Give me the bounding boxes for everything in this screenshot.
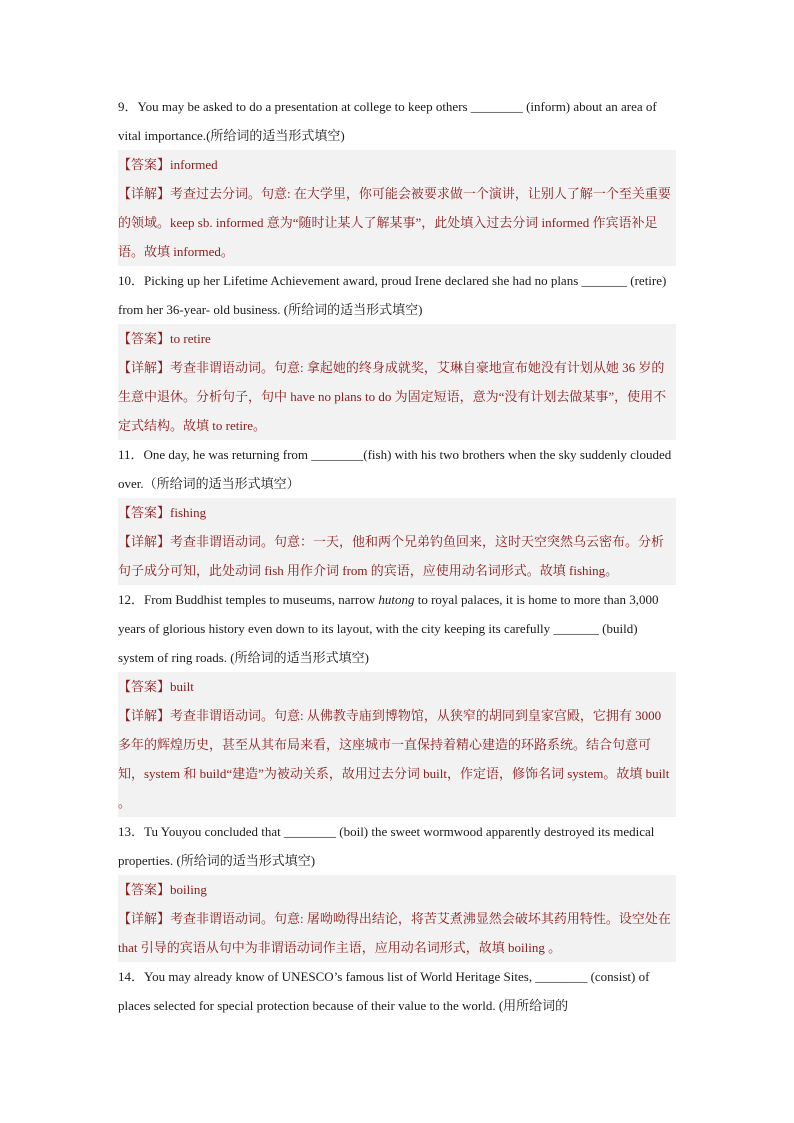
detail-tag: 【详解】 [118, 360, 171, 375]
question-9: 9．You may be asked to do a presentation at college to keep others ________ (inform) about an area of vital importance.(所给词的适当形式填空) [118, 99, 657, 143]
question-text: 12．From Buddhist temples to museums, narrow [118, 592, 379, 607]
answer-9 [118, 150, 676, 179]
question-10: 10．Picking up her Lifetime Achievement award, proud Irene declared she had no plans _______ (retire) from her 36-year- old business. (所给词的适当形式填空) [118, 273, 667, 317]
detail-tag: 【详解】 [118, 186, 171, 201]
detail-text: 考查非谓语动词。句意：一天，他和两个兄弟钓鱼回来，这时天空突然乌云密布。分析句子成分可知，此处动词 fish 用作介词 from 的宾语，应使用动名词形式。故填 fishing。 [118, 534, 665, 578]
detail-13 [118, 904, 676, 962]
question-emphasis: hutong [378, 592, 415, 607]
answer-block-11 [118, 498, 676, 585]
detail-text: 考查过去分词。句意: 在大学里，你可能会被要求做一个演讲，让别人了解一个至关重要的领域。keep sb. informed 意为“随时让某人了解某事”，此处填入过去分词 informed 作宾语补足语。故填 informed。 [118, 186, 671, 259]
answer-tag: 【答案】 [118, 505, 171, 520]
answer-block-10 [118, 324, 676, 440]
answer-block-9 [118, 150, 676, 266]
answer-text: boiling [170, 882, 207, 897]
detail-tag: 【详解】 [118, 911, 171, 926]
answer-tag: 【答案】 [118, 882, 171, 897]
answer-block-13 [118, 875, 676, 962]
document-page [118, 92, 676, 1020]
detail-tag: 【详解】 [118, 708, 171, 723]
detail-text: 考查非谓语动词。句意: 拿起她的终身成就奖，艾琳自豪地宣布她没有计划从她 36 岁的生意中退休。分析句子，句中 have no plans to do 为固定短语，意为“没有计划去做某事”，使用不定式结构。故填 to retire。 [118, 360, 667, 433]
detail-tag: 【详解】 [118, 534, 171, 549]
question-12 [118, 585, 676, 672]
detail-12 [118, 701, 676, 817]
answer-text: informed [170, 157, 218, 172]
detail-10 [118, 353, 676, 440]
answer-12 [118, 672, 676, 701]
question-13: 13．Tu Youyou concluded that ________ (boil) the sweet wormwood apparently destroyed its medical properties. (所给词的适当形式填空) [118, 824, 655, 868]
detail-text: 考查非谓语动词。句意: 从佛教寺庙到博物馆，从狭窄的胡同到皇家宫殿，它拥有 3000 多年的辉煌历史，甚至从其布局来看，这座城市一直保持着精心建造的环路系统。结合句意可知，system 和 build“建造”为被动关系，故用过去分词 built，作定语，修饰名词 system。故填 built 。 [118, 708, 670, 810]
answer-tag: 【答案】 [118, 331, 171, 346]
question-text: to royal palaces, it is home to more than 3,000 years of glorious history even down to its layout, with the city keeping its carefully _______ (build) system of ring roads. (所给词的适当形式填空) [118, 592, 659, 665]
answer-tag: 【答案】 [118, 157, 171, 172]
answer-text: built [170, 679, 194, 694]
answer-13 [118, 875, 676, 904]
answer-block-12 [118, 672, 676, 817]
answer-10 [118, 324, 676, 353]
answer-text: fishing [170, 505, 207, 520]
answer-tag: 【答案】 [118, 679, 171, 694]
detail-9 [118, 179, 676, 266]
answer-11 [118, 498, 676, 527]
question-14: 14．You may already know of UNESCO’s famous list of World Heritage Sites, ________ (consist) of places selected for special protection because of their value to the world. (用所给词的 [118, 969, 650, 1013]
detail-11 [118, 527, 676, 585]
question-11: 11．One day, he was returning from ________(fish) with his two brothers when the sky suddenly clouded over.（所给词的适当形式填空） [118, 447, 672, 491]
detail-text: 考查非谓语动词。句意: 屠呦呦得出结论，将苦艾煮沸显然会破坏其药用特性。设空处在 that 引导的宾语从句中为非谓语动词作主语，应用动名词形式，故填 boiling 。 [118, 911, 671, 955]
answer-text: to retire [170, 331, 211, 346]
